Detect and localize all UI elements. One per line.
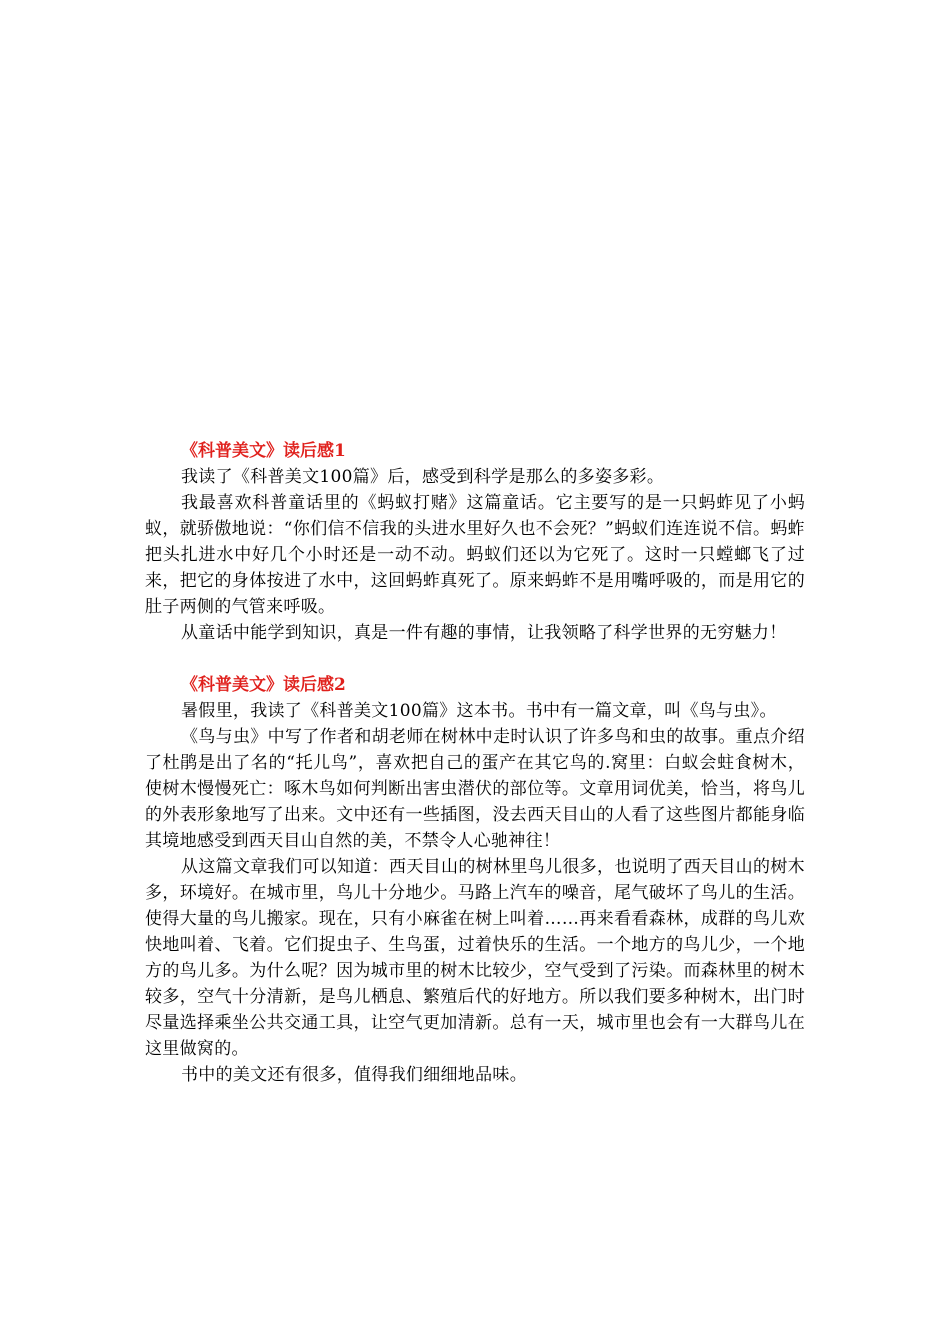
essay-1-paragraph-3: 从童话中能学到知识，真是一件有趣的事情，让我领略了科学世界的无穷魅力！ [181,623,787,643]
essay-1-title: 《科普美文》读后感1 [181,441,346,461]
document-body [145,438,805,1088]
essay-2-paragraph-1: 暑假里，我读了《科普美文100篇》这本书。书中有一篇文章，叫《鸟与虫》。 [181,701,777,721]
essay-1-paragraph-2: 我最喜欢科普童话里的《蚂蚁打赌》这篇童话。它主要写的是一只蚂蚱见了小蚂蚁，就骄傲地说：“你们信不信我的头进水里好久也不会死？”蚂蚁们连连说不信。蚂蚱把头扎进水中好几个小时还是一动不动。蚂蚁们还以为它死了。这时一只螳螂飞了过来，把它的身体按进了水中，这回蚂蚱真死了。原来蚂蚱不是用嘴呼吸的，而是用它的肚子两侧的气管来呼吸。 [145,493,805,617]
essay-2-paragraph-2: 《鸟与虫》中写了作者和胡老师在树林中走时认识了许多鸟和虫的故事。重点介绍了杜鹃是出了名的“托儿鸟”，喜欢把自己的蛋产在其它鸟的.窝里：白蚁会蛀食树木，使树木慢慢死亡：啄木鸟如何判断出害虫潜伏的部位等。文章用词优美，恰当，将鸟儿的外表形象地写了出来。文中还有一些插图，没去西天目山的人看了这些图片都能身临其境地感受到西天目山自然的美，不禁令人心驰神往！ [145,727,805,851]
essay-2-title: 《科普美文》读后感2 [181,675,346,695]
section-spacer [145,646,805,672]
essay-2 [145,672,805,1088]
essay-1 [145,438,805,646]
essay-2-paragraph-4: 书中的美文还有很多，值得我们细细地品味。 [181,1065,527,1085]
essay-1-paragraph-1: 我读了《科普美文100篇》后，感受到科学是那么的多姿多彩。 [181,467,665,487]
essay-2-paragraph-3: 从这篇文章我们可以知道：西天目山的树林里鸟儿很多，也说明了西天目山的树木多，环境好。在城市里，鸟儿十分地少。马路上汽车的噪音，尾气破坏了鸟儿的生活。使得大量的鸟儿搬家。现在，只有小麻雀在树上叫着……再来看看森林，成群的鸟儿欢快地叫着、飞着。它们捉虫子、生鸟蛋，过着快乐的生活。一个地方的鸟儿少，一个地方的鸟儿多。为什么呢？因为城市里的树木比较少，空气受到了污染。而森林里的树木较多，空气十分清新，是鸟儿栖息、繁殖后代的好地方。所以我们要多种树木，出门时尽量选择乘坐公共交通工具，让空气更加清新。总有一天，城市里也会有一大群鸟儿在这里做窝的。 [145,857,805,1059]
